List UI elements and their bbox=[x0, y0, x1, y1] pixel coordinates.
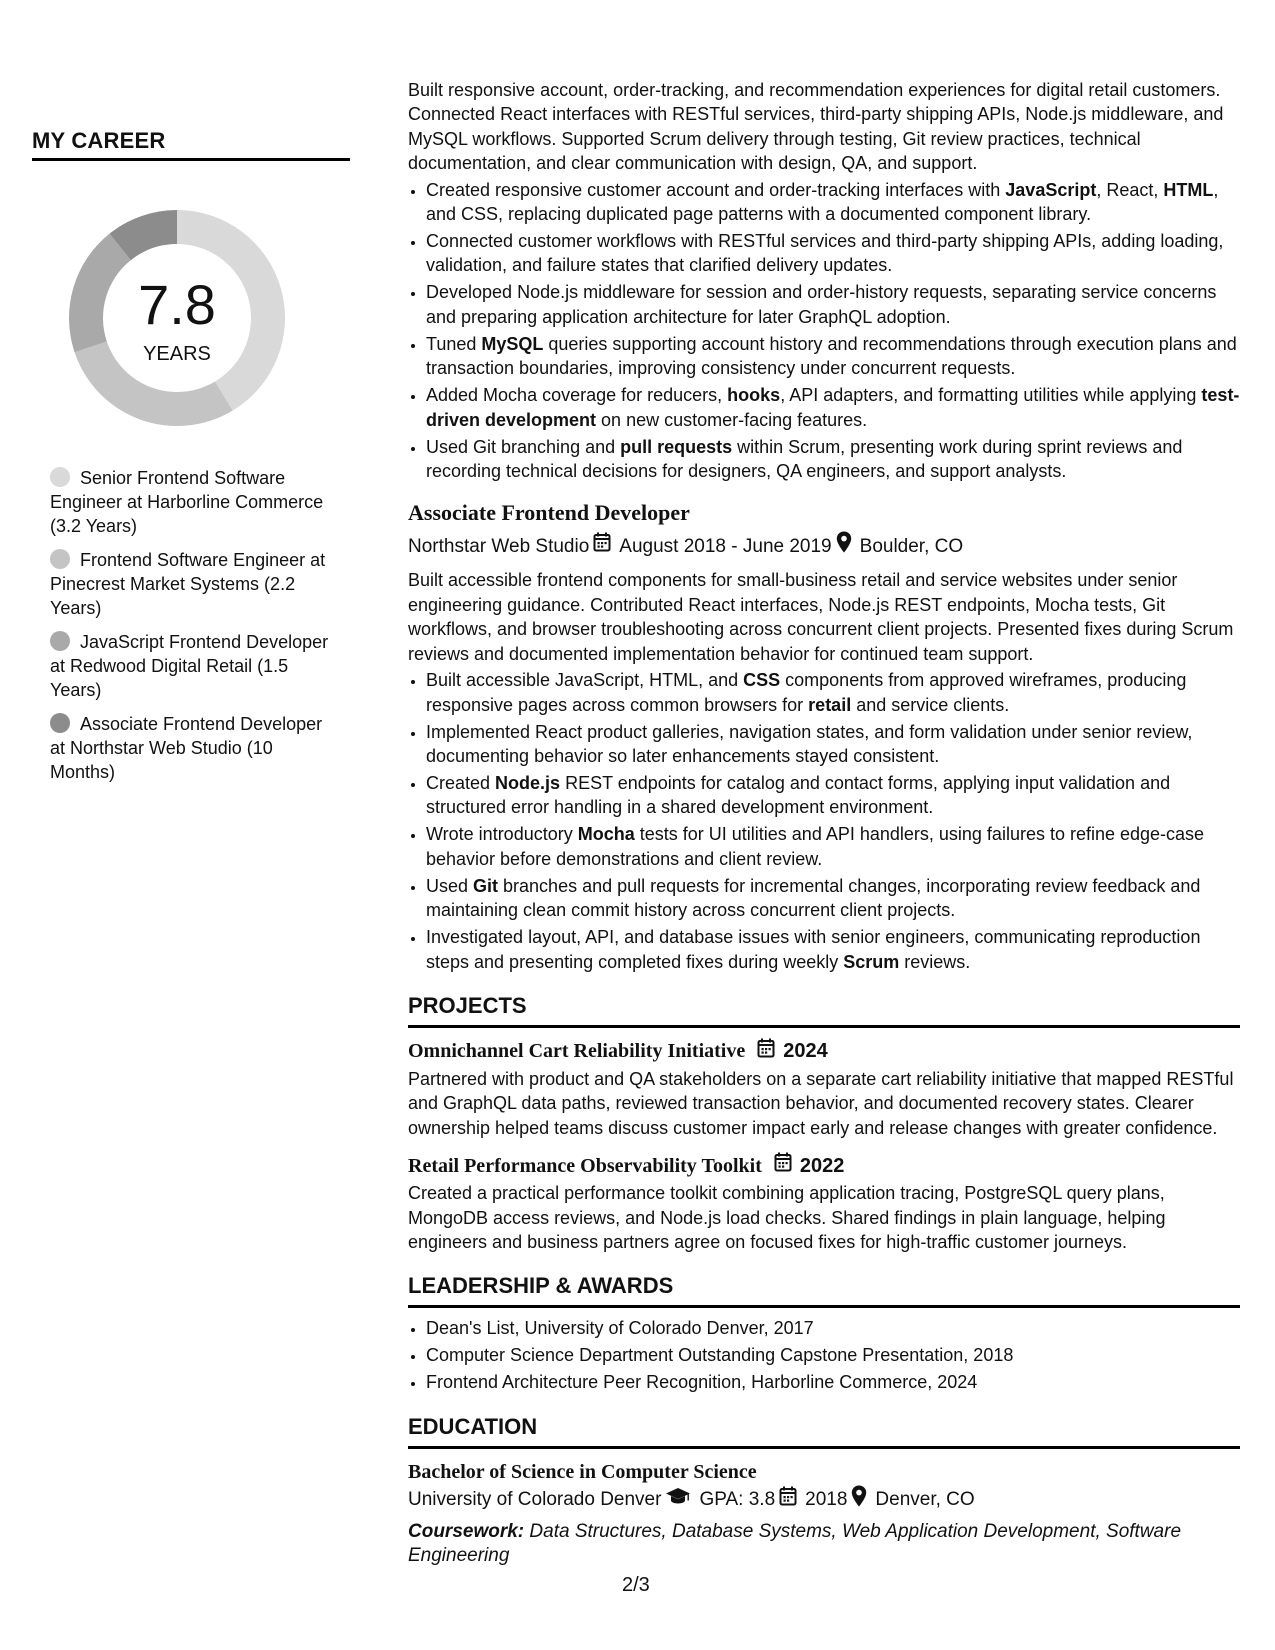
job2-bullet: • Implemented React product galleries, navigation states, and form validation under senior review, documenting behavior so later enhancements stayed consistent. bbox=[426, 720, 1240, 769]
total-years-value: 7.8 bbox=[138, 273, 216, 336]
sidebar-title: MY CAREER bbox=[32, 128, 166, 153]
job2-summary: Built accessible frontend components for small-business retail and service websites under senior engineering guidance. Contributed React interfaces, Node.js REST endpoints, Mocha tests, Git workflows, and browser troubleshooting across concurrent client projects. Presented fixes during Scrum reviews and documented implementation behavior for continued team support. bbox=[408, 570, 1234, 664]
education-gpa: GPA: 3.8 bbox=[699, 1489, 776, 1511]
legend-item bbox=[50, 712, 330, 784]
coursework-list: Data Structures, Database Systems, Web Application Development, Software Engineering bbox=[408, 1520, 1182, 1566]
job2-bullet: • Investigated layout, API, and database issues with senior engineers, communicating reproduction steps and presenting completed fixes during weekly Scrum reviews. bbox=[426, 925, 1240, 974]
job2-dates: August 2018 - June 2019 bbox=[619, 535, 832, 557]
keyword: Scrum bbox=[843, 951, 900, 972]
graduation-cap-icon bbox=[665, 1486, 691, 1514]
keyword: Mocha bbox=[577, 824, 635, 845]
legend-item bbox=[50, 466, 330, 538]
job1-bullet: • Created responsive customer account and order-tracking interfaces with JavaScript, React, HTML, and CSS, replacing duplicated page patterns with a documented component library. bbox=[426, 178, 1240, 227]
education-location: Denver, CO bbox=[875, 1489, 975, 1511]
projects-list bbox=[408, 1038, 1240, 1254]
project-year: 2024 bbox=[783, 1040, 828, 1063]
total-years-unit: YEARS bbox=[143, 343, 211, 365]
education-degree: Bachelor of Science in Computer Science bbox=[408, 1460, 757, 1483]
job2-title: Associate Frontend Developer bbox=[408, 500, 690, 526]
job1-bullet: • Tuned MySQL queries supporting account history and recommendations through execution plans and transaction boundaries, improving consistency under concurrent requests. bbox=[426, 332, 1240, 381]
leadership-list bbox=[408, 1316, 1240, 1394]
job1-bullet: • Added Mocha coverage for reducers, hooks, API adapters, and formatting utilities while applying test-driven development on new customer-facing features. bbox=[426, 383, 1240, 432]
award-item: • Dean's List, University of Colorado Denver, 2017 bbox=[426, 1316, 1240, 1340]
education-coursework bbox=[408, 1520, 1240, 1568]
job1-bullet: • Used Git branching and pull requests within Scrum, presenting work during sprint reviews and recording technical decisions for designers, QA engineers, and support analysts. bbox=[426, 435, 1240, 484]
education-year: 2018 bbox=[805, 1489, 848, 1511]
job2-company: Northstar Web Studio bbox=[408, 535, 590, 557]
job2-location: Boulder, CO bbox=[859, 535, 964, 557]
calendar-icon bbox=[774, 1152, 792, 1179]
project-name: Retail Performance Observability Toolkit bbox=[408, 1154, 762, 1177]
award-item: • Frontend Architecture Peer Recognition, Harborline Commerce, 2024 bbox=[426, 1370, 1240, 1394]
leadership-heading: LEADERSHIP & AWARDS bbox=[408, 1272, 1240, 1308]
keyword: retail bbox=[808, 694, 852, 715]
job1-bullets bbox=[408, 178, 1240, 484]
education-heading: EDUCATION bbox=[408, 1413, 1240, 1449]
keyword: test-driven development bbox=[426, 385, 1240, 430]
keyword: MySQL bbox=[481, 333, 544, 354]
keyword: HTML bbox=[1163, 179, 1214, 200]
project-year: 2022 bbox=[799, 1154, 845, 1177]
job2-bullets bbox=[408, 668, 1240, 974]
job2-meta bbox=[408, 531, 1240, 562]
calendar-icon bbox=[779, 1486, 797, 1515]
map-pin-icon bbox=[851, 1485, 867, 1516]
project-description: Partnered with product and QA stakeholders on a separate cart reliability initiative that mapped RESTful and GraphQL data paths, reviewed transaction behavior, and documented recovery states. Clearer ownership helped teams discuss customer impact early and release changes with greater confidence. bbox=[408, 1068, 1234, 1138]
job2-bullet: • Created Node.js REST endpoints for catalog and contact forms, applying input validation and structured error handling in a shared development environment. bbox=[426, 771, 1240, 820]
keyword: Git bbox=[473, 875, 499, 896]
education-school: University of Colorado Denver bbox=[408, 1489, 662, 1511]
keyword: CSS bbox=[743, 670, 781, 691]
legend-label: Senior Frontend Software Engineer at Harborline Commerce (3.2 Years) bbox=[50, 468, 324, 536]
project-title bbox=[408, 1152, 1240, 1179]
job2-bullet: • Used Git branches and pull requests for incremental changes, incorporating review feedback and maintaining clean commit history across concurrent client projects. bbox=[426, 874, 1240, 923]
job1-bullet: • Connected customer workflows with RESTful services and third-party shipping APIs, adding loading, validation, and failure states that clarified delivery updates. bbox=[426, 229, 1240, 278]
education-meta bbox=[408, 1485, 1240, 1516]
legend-dot bbox=[50, 713, 70, 733]
project-title bbox=[408, 1038, 1240, 1065]
job2-bullet: • Wrote introductory Mocha tests for UI utilities and API handlers, using failures to refine edge-case behavior before demonstrations and client review. bbox=[426, 822, 1240, 871]
map-pin-icon bbox=[836, 531, 852, 562]
legend-dot bbox=[50, 631, 70, 651]
keyword: Node.js bbox=[495, 772, 561, 793]
main-column bbox=[408, 78, 1240, 1568]
legend-label: Associate Frontend Developer at Northstar Web Studio (10 Months) bbox=[50, 714, 323, 782]
coursework-label: Coursework: bbox=[408, 1520, 525, 1542]
career-donut-chart bbox=[66, 207, 288, 429]
keyword: hooks bbox=[727, 385, 781, 406]
project-description: Created a practical performance toolkit combining application tracing, PostgreSQL query plans, MongoDB access reviews, and Node.js load checks. Shared findings in plain language, helping engineers and business partners agree on focused fixes for high-traffic customer journeys. bbox=[408, 1183, 1166, 1252]
legend-dot bbox=[50, 549, 70, 569]
career-legend bbox=[50, 466, 330, 794]
keyword: JavaScript bbox=[1005, 179, 1097, 200]
job2-bullet: • Built accessible JavaScript, HTML, and CSS components from approved wireframes, producing responsive pages across common browsers for retail and service clients. bbox=[426, 668, 1240, 717]
donut-center bbox=[66, 207, 288, 429]
calendar-icon bbox=[757, 1038, 775, 1065]
award-item: • Computer Science Department Outstanding Capstone Presentation, 2018 bbox=[426, 1343, 1240, 1367]
legend-item bbox=[50, 548, 330, 620]
project-name: Omnichannel Cart Reliability Initiative bbox=[408, 1040, 746, 1063]
legend-label: Frontend Software Engineer at Pinecrest Market Systems (2.2 Years) bbox=[50, 550, 326, 618]
page-number: 2/3 bbox=[622, 1574, 650, 1596]
legend-item bbox=[50, 630, 330, 702]
legend-dot bbox=[50, 467, 70, 487]
job1-summary: Built responsive account, order-tracking, and recommendation experiences for digital retail customers. Connected React interfaces with RESTful services, third-party shipping APIs, Node.js middleware, and MySQL workflows. Supported Scrum delivery through testing, Git review practices, technical documentation, and clear communication with design, QA, and support. bbox=[408, 80, 1224, 174]
job1-bullet: • Developed Node.js middleware for session and order-history requests, separating service concerns and preparing application architecture for later GraphQL adoption. bbox=[426, 280, 1240, 329]
calendar-icon bbox=[593, 532, 611, 561]
sidebar-title-rule bbox=[32, 158, 350, 161]
projects-heading: PROJECTS bbox=[408, 992, 1240, 1028]
legend-label: JavaScript Frontend Developer at Redwood Digital Retail (1.5 Years) bbox=[50, 632, 329, 700]
keyword: pull requests bbox=[620, 436, 733, 457]
